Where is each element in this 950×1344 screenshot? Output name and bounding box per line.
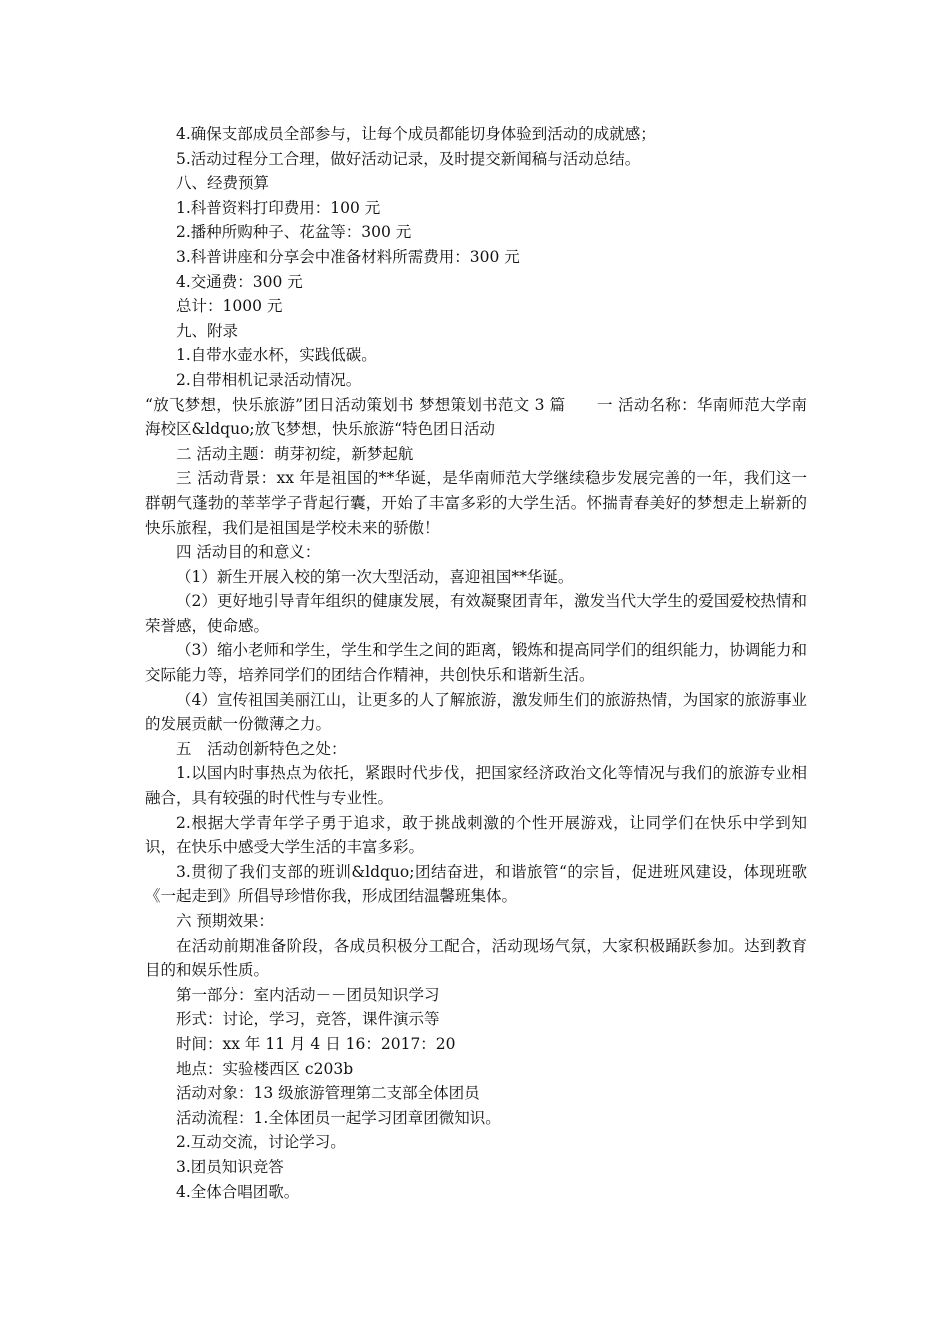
process-item: 2.互动交流，讨论学习。 xyxy=(176,1133,346,1152)
innovation-item: 2.根据大学青年学子勇于追求，敢于挑战刺激的个性开展游戏，让同学们在快乐中学到知识，在快乐中感受大学生活的丰富多彩。 xyxy=(145,813,807,857)
detail-location: 地点：实验楼西区 c203b xyxy=(176,1059,354,1078)
budget-total: 总计：1000 元 xyxy=(176,297,283,316)
paragraph-p02: 5.活动过程分工合理，做好活动记录，及时提交新闻稿与活动总结。 xyxy=(176,149,641,168)
purpose-item: （3）缩小老师和学生，学生和学生之间的距离，锻炼和提高同学们的组织能力，协调能力和交际能力等，培养同学们的团结合作精神，共创快乐和谐新生活。 xyxy=(145,641,807,685)
budget-item: 1.科普资料打印费用：100 元 xyxy=(176,198,381,217)
section-heading-expected-effect: 六 预期效果： xyxy=(176,912,274,930)
expected-effect-text: 在活动前期准备阶段，各成员积极分工配合，活动现场气氛，大家积极踊跃参加。达到教育目的和娱乐性质。 xyxy=(145,936,807,980)
process-item: 4.全体合唱团歌。 xyxy=(176,1182,300,1201)
innovation-item: 1.以国内时事热点为依托，紧跟时代步伐，把国家经济政治文化等情况与我们的旅游专业相融合，具有较强的时代性与专业性。 xyxy=(145,764,807,808)
section-heading-innovation: 五 活动创新特色之处： xyxy=(176,739,347,758)
section-heading-appendix: 九、附录 xyxy=(176,321,239,340)
section-heading-budget: 八、经费预算 xyxy=(176,174,270,193)
paragraph-p01: 4.确保支部成员全部参与，让每个成员都能切身体验到活动的成就感； xyxy=(176,125,656,143)
purpose-item: （1）新生开展入校的第一次大型活动，喜迎祖国**华诞。 xyxy=(176,567,574,586)
activity-theme: 二 活动主题：萌芽初绽，新梦起航 xyxy=(176,444,414,463)
appendix-item: 2.自带相机记录活动情况。 xyxy=(176,370,362,389)
section-heading-purpose: 四 活动目的和意义： xyxy=(176,543,321,562)
process-item: 3.团员知识竞答 xyxy=(176,1157,284,1176)
process-item: 活动流程：1.全体团员一起学习团章团微知识。 xyxy=(176,1108,501,1127)
document-page xyxy=(145,122,807,1204)
appendix-item: 1.自带水壶水杯，实践低碳。 xyxy=(176,346,377,365)
detail-time: 时间：xx 年 11 月 4 日 16：2017：20 xyxy=(176,1034,456,1053)
part-one-heading: 第一部分：室内活动－－团员知识学习 xyxy=(176,985,440,1004)
innovation-item: 3.贯彻了我们支部的班训&ldquo;团结奋进，和谐旅管“的宗旨，促进班风建设，体现班歌《一起走到》所倡导珍惜你我，形成团结温馨班集体。 xyxy=(145,862,807,906)
detail-audience: 活动对象：13 级旅游管理第二支部全体团员 xyxy=(176,1084,480,1103)
document-title-run: “放飞梦想，快乐旅游”团日活动策划书 梦想策划书范文 3 篇 一 活动名称：华南师范大学南海校区&ldquo;放飞梦想，快乐旅游“特色团日活动 xyxy=(145,395,807,439)
purpose-item: （2）更好地引导青年组织的健康发展，有效凝聚团青年，激发当代大学生的爱国爱校热情和荣誉感，使命感。 xyxy=(145,592,807,635)
budget-item: 4.交通费：300 元 xyxy=(176,272,303,291)
budget-item: 2.播种所购种子、花盆等：300 元 xyxy=(176,223,412,242)
purpose-item: （4）宣传祖国美丽江山，让更多的人了解旅游，激发师生们的旅游热情，为国家的旅游事业的发展贡献一份微薄之力。 xyxy=(145,690,807,734)
detail-format: 形式：讨论，学习，竞答，课件演示等 xyxy=(176,1010,440,1029)
activity-background: 三 活动背景：xx 年是祖国的**华诞，是华南师范大学继续稳步发展完善的一年，我们这一群朝气蓬勃的莘莘学子背起行囊，开始了丰富多彩的大学生活。怀揣青春美好的梦想走上崭新的快乐旅程，我们是祖国是学校未来的骄傲！ xyxy=(145,469,807,537)
budget-item: 3.科普讲座和分享会中准备材料所需费用：300 元 xyxy=(176,247,520,266)
